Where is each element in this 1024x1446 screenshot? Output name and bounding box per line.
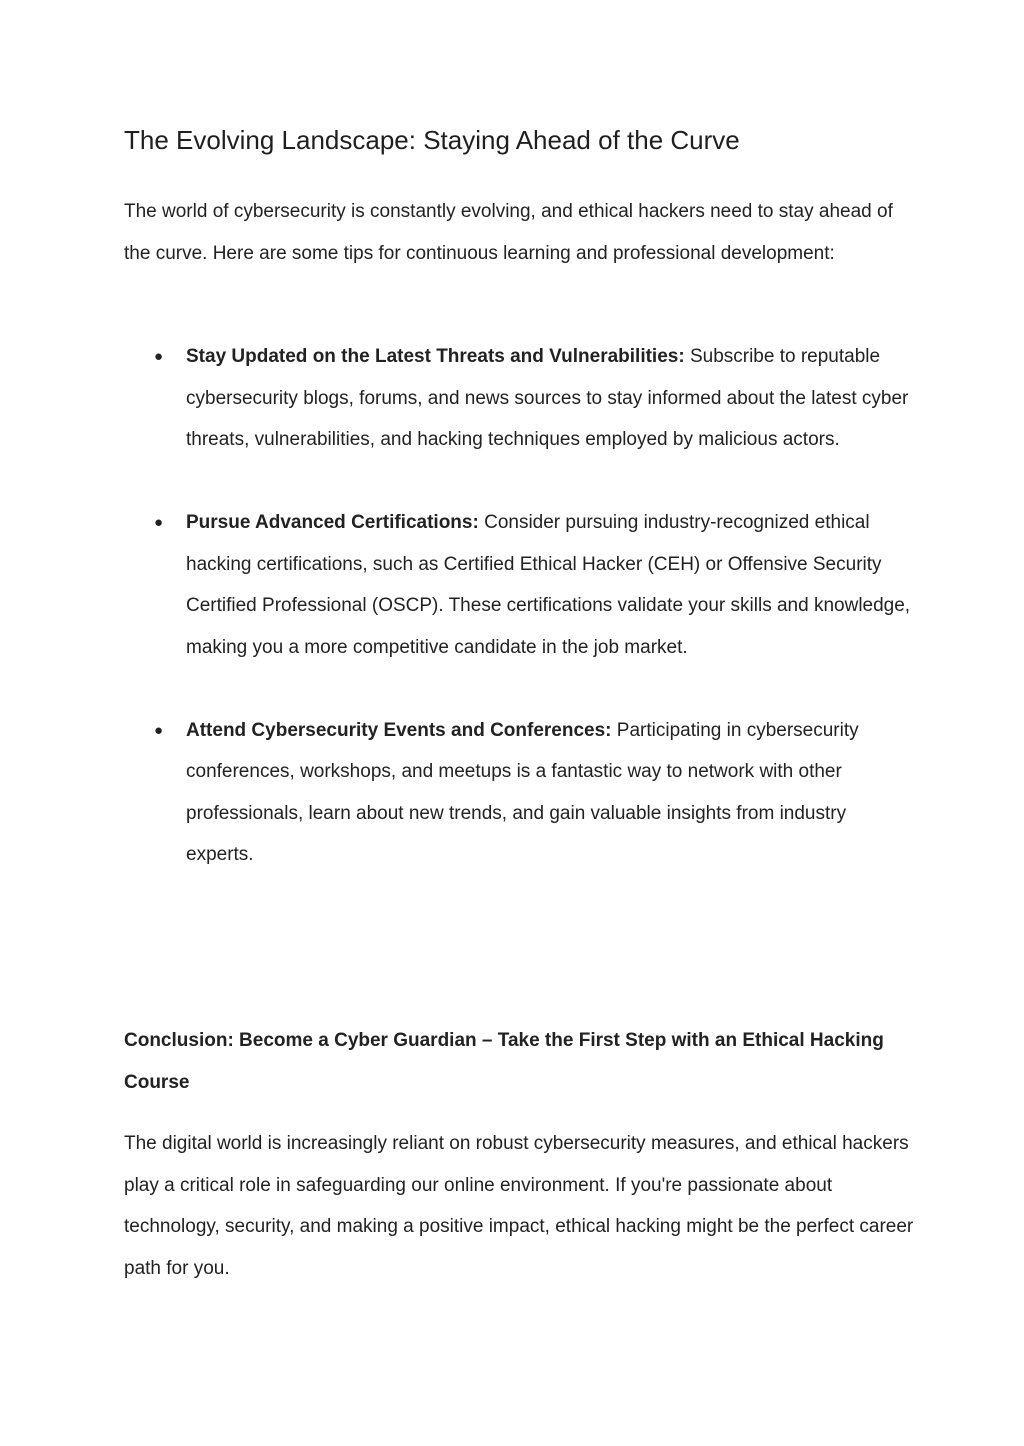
list-item-text: Subscribe to reputable cybersecurity blogs, forums, and news sources to stay informed about the latest cyber threats, vulnerabilities, and hacking techniques employed by malicious actors. (186, 346, 909, 450)
section-heading: The Evolving Landscape: Staying Ahead of the Curve (124, 125, 740, 155)
bullet-icon: ● (154, 721, 164, 739)
list-item-text: Participating in cybersecurity conferences, workshops, and meetups is a fantastic way to network with other professionals, learn about new trends, and gain valuable insights from industry experts. (186, 719, 859, 865)
intro-paragraph: The world of cybersecurity is constantly evolving, and ethical hackers need to stay ahead of the curve. Here are some tips for continuous learning and professional development: (124, 201, 893, 264)
list-item (124, 710, 914, 876)
conclusion-paragraph: The digital world is increasingly reliant on robust cybersecurity measures, and ethical hackers play a critical role in safeguarding our online environment. If you're passionate about technology, security, and making a positive impact, ethical hacking might be the perfect career path for you. (124, 1133, 914, 1279)
list-item (124, 336, 914, 461)
bullet-icon: ● (154, 348, 164, 365)
list-item-title: Stay Updated on the Latest Threats and Vulnerabilities: (186, 346, 685, 367)
bullet-icon: ● (154, 514, 164, 531)
list-item (124, 502, 914, 668)
tips-list (124, 336, 914, 876)
list-item-title: Attend Cybersecurity Events and Conferences: (186, 719, 612, 741)
conclusion-heading: Conclusion: Become a Cyber Guardian – Take the First Step with an Ethical Hacking Course (124, 1030, 884, 1093)
list-item-title: Pursue Advanced Certifications: (186, 512, 479, 533)
list-item-text: Consider pursuing industry-recognized ethical hacking certifications, such as Certified Ethical Hacker (CEH) or Offensive Security Certified Professional (OSCP). These certifications validate your skills and knowledge, making you a more competitive candidate in the job market. (186, 512, 911, 658)
